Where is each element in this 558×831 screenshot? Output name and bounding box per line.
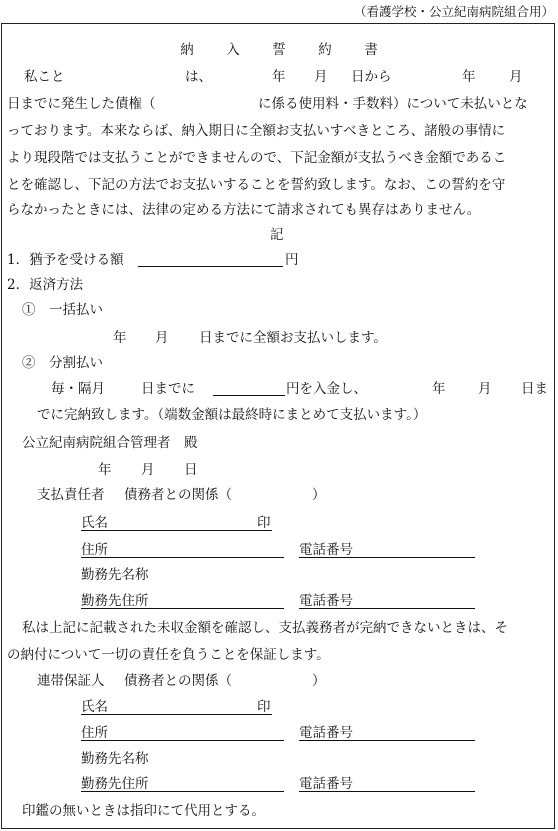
intro-line2-end: に係る使用料・手数料）について未払いとな <box>258 96 528 112</box>
intro-day-from: 日から <box>351 69 392 85</box>
item1-unit: 円 <box>285 252 299 268</box>
opt1-text: 日までに全額お支払いします。 <box>199 330 387 346</box>
header-note: （看護学校・公立紀南病院組合用） <box>353 4 554 19</box>
date-year: 年 <box>98 462 112 478</box>
opt2-yen: 円を入金し、 <box>286 381 367 397</box>
intro-year2: 年 <box>462 69 476 85</box>
guarantor-relation-close: ） <box>312 673 326 689</box>
payer-name-field[interactable] <box>81 530 272 531</box>
guarantor-seal: 印 <box>257 699 271 715</box>
footer-note: 印鑑の無いときは指印にて代用とする。 <box>22 803 265 819</box>
guarantee-line2: の納付について一切の責任を負うことを保証します。 <box>7 647 330 663</box>
opt1-year: 年 <box>113 330 127 346</box>
intro-year: 年 <box>272 69 286 85</box>
payer-relation: 債務者との関係（ <box>124 487 232 503</box>
opt2-line2: でに完納致します。（端数金額は最終時にまとめて支払います。） <box>37 407 427 423</box>
amount-blank[interactable] <box>138 266 283 267</box>
payer-workplace-phone-label: 電話番号 <box>299 593 353 609</box>
guarantor-workplace-address-field[interactable] <box>81 791 284 792</box>
guarantor-role: 連帯保証人 <box>37 673 105 689</box>
opt2-month: 月 <box>478 381 492 397</box>
title-char: 書 <box>364 42 378 58</box>
installment-blank[interactable] <box>213 395 285 396</box>
payer-workplace-label: 勤務先名称 <box>81 567 149 583</box>
intro-line6: らなかったときには、法律の定める方法にて請求されても異存はありません。 <box>7 202 481 218</box>
payer-workplace-phone-field[interactable] <box>299 608 475 609</box>
payer-seal: 印 <box>257 515 271 531</box>
opt2-every: 毎・隔月 <box>51 381 105 397</box>
addressee: 公立紀南病院組合管理者 殿 <box>22 435 198 451</box>
intro-month2: 月 <box>509 69 523 85</box>
payer-workplace-address-field[interactable] <box>81 608 284 609</box>
title-char: 約 <box>318 42 332 58</box>
guarantor-phone-field[interactable] <box>299 740 475 741</box>
opt2-year: 年 <box>432 381 446 397</box>
intro-wa: は、 <box>185 69 212 85</box>
ki-heading: 記 <box>270 227 284 243</box>
payer-address-field[interactable] <box>81 557 284 558</box>
opt1-label: ① 一括払い <box>22 302 103 318</box>
payer-name-label: 氏名 <box>81 515 108 531</box>
intro-line5: とを確認し、下記の方法でお支払いすることを誓約致します。なお、この誓約を守 <box>7 177 506 193</box>
guarantor-address-field[interactable] <box>81 740 284 741</box>
date-month: 月 <box>141 462 155 478</box>
payer-workplace-address-label: 勤務先住所 <box>81 593 149 609</box>
payer-phone-field[interactable] <box>299 557 475 558</box>
opt1-month: 月 <box>155 330 169 346</box>
intro-line3: っております。本来ならば、納入期日に全額お支払いすべきところ、諸般の事情に <box>7 123 506 139</box>
guarantor-workplace-phone-label: 電話番号 <box>299 776 353 792</box>
title-char: 納 <box>180 42 194 58</box>
intro-month: 月 <box>314 69 328 85</box>
guarantor-workplace-phone-field[interactable] <box>299 791 475 792</box>
guarantor-phone-label: 電話番号 <box>299 725 353 741</box>
guarantee-line1: 私は上記に記載された未収金額を確認し、支払義務者が完納できないときは、そ <box>22 620 508 636</box>
guarantor-workplace-address-label: 勤務先住所 <box>81 776 149 792</box>
intro-line2-start: 日までに発生した債権（ <box>7 96 156 112</box>
opt2-by: 日までに <box>141 381 195 397</box>
opt2-label: ② 分割払い <box>22 355 103 371</box>
payer-relation-close: ） <box>312 487 326 503</box>
item2-label: 2．返済方法 <box>7 277 84 293</box>
item1-label: 1．猶予を受ける額 <box>7 252 124 268</box>
title-char: 入 <box>226 42 240 58</box>
opt2-dayma: 日ま <box>521 381 548 397</box>
payer-phone-label: 電話番号 <box>299 542 353 558</box>
payer-address-label: 住所 <box>81 542 108 558</box>
guarantor-name-field[interactable] <box>81 714 272 715</box>
guarantor-name-label: 氏名 <box>81 699 108 715</box>
guarantor-address-label: 住所 <box>81 725 108 741</box>
title-char: 誓 <box>272 42 286 58</box>
guarantor-relation: 債務者との関係（ <box>124 673 232 689</box>
date-day: 日 <box>184 462 198 478</box>
payer-role: 支払責任者 <box>37 487 105 503</box>
document-title <box>164 41 394 59</box>
intro-watashi: 私こと <box>24 69 65 85</box>
intro-line4: より現段階では支払うことができませんので、下記金額が支払うべき金額であるこ <box>7 150 507 166</box>
guarantor-workplace-label: 勤務先名称 <box>81 751 149 767</box>
